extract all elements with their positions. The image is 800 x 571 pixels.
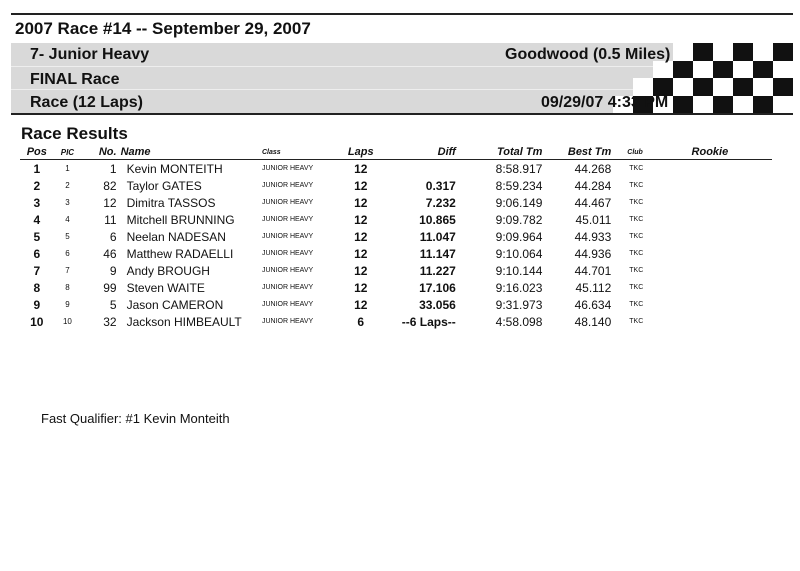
cell-total-time: 9:31.973 xyxy=(495,297,543,312)
cell-laps: 12 xyxy=(354,280,368,295)
cell-number: 9 xyxy=(109,263,117,278)
col-header-no: No. xyxy=(81,146,118,160)
cell-best-time: 44.701 xyxy=(574,263,612,278)
checker-square xyxy=(693,43,713,61)
cell-best-time: 46.634 xyxy=(574,297,612,312)
cell-number: 32 xyxy=(103,314,117,329)
checker-square xyxy=(733,78,753,96)
checker-square xyxy=(653,78,673,96)
table-row xyxy=(20,160,772,178)
cell-club: TKC xyxy=(629,199,644,206)
cell-pic: 3 xyxy=(65,198,70,207)
table-row xyxy=(20,194,772,211)
cell-laps: 12 xyxy=(354,229,368,244)
cell-driver-name: Taylor GATES xyxy=(126,178,202,193)
checker-square xyxy=(773,78,793,96)
cell-number: 1 xyxy=(109,161,117,176)
checker-square xyxy=(713,43,733,61)
cell-pic: 6 xyxy=(65,249,70,258)
cell-total-time: 9:10.064 xyxy=(495,246,543,261)
cell-diff: --6 Laps-- xyxy=(401,314,456,329)
cell-driver-name: Andy BROUGH xyxy=(126,263,210,278)
checker-square xyxy=(733,43,753,61)
cell-driver-name: Jason CAMERON xyxy=(126,297,224,312)
cell-pos: 3 xyxy=(33,195,41,210)
cell-club: TKC xyxy=(629,318,644,325)
cell-pic: 9 xyxy=(65,300,70,309)
cell-total-time: 9:06.149 xyxy=(495,195,543,210)
cell-pic: 5 xyxy=(65,232,70,241)
table-row xyxy=(20,262,772,279)
cell-total-time: 9:09.964 xyxy=(495,229,543,244)
cell-pos: 1 xyxy=(33,161,41,176)
cell-best-time: 45.112 xyxy=(575,280,612,295)
cell-pic: 10 xyxy=(62,317,72,326)
cell-diff: 7.232 xyxy=(425,195,456,210)
cell-class: JUNIOR HEAVY xyxy=(261,216,314,223)
cell-driver-name: Steven WAITE xyxy=(126,280,205,295)
cell-driver-name: Mitchell BRUNNING xyxy=(126,212,235,227)
col-header-club: Club xyxy=(613,146,689,160)
cell-rookie xyxy=(690,262,772,279)
cell-pos: 6 xyxy=(33,246,41,261)
report-title: 2007 Race #14 -- September 29, 2007 xyxy=(15,19,311,38)
cell-club: TKC xyxy=(629,267,644,274)
cell-pos: 4 xyxy=(33,212,41,227)
race-info-header xyxy=(11,43,793,115)
table-row xyxy=(20,245,772,262)
table-header-row xyxy=(20,146,772,160)
checker-square xyxy=(673,96,693,114)
cell-best-time: 45.011 xyxy=(575,212,612,227)
cell-pic: 1 xyxy=(65,164,70,173)
cell-laps: 12 xyxy=(354,212,368,227)
cell-pic: 4 xyxy=(65,215,70,224)
cell-rookie xyxy=(690,194,772,211)
checker-square xyxy=(753,96,773,114)
col-header-best-time: Best Tm xyxy=(544,146,613,160)
race-type: FINAL Race xyxy=(30,71,120,88)
checker-square xyxy=(753,78,773,96)
cell-laps: 12 xyxy=(354,263,368,278)
cell-best-time: 44.284 xyxy=(574,178,612,193)
col-header-total-time: Total Tm xyxy=(458,146,545,160)
cell-rookie xyxy=(690,279,772,296)
checker-square xyxy=(733,61,753,79)
cell-driver-name: Jackson HIMBEAULT xyxy=(126,314,242,329)
cell-laps: 12 xyxy=(354,195,368,210)
cell-number: 6 xyxy=(109,229,117,244)
cell-club: TKC xyxy=(629,216,644,223)
cell-pos: 10 xyxy=(30,314,44,329)
cell-pos: 8 xyxy=(33,280,41,295)
checker-square xyxy=(753,43,773,61)
table-row xyxy=(20,279,772,296)
cell-pos: 9 xyxy=(33,297,41,312)
cell-best-time: 44.936 xyxy=(574,246,612,261)
cell-total-time: 9:16.023 xyxy=(495,280,543,295)
cell-club: TKC xyxy=(629,301,644,308)
cell-diff: 11.227 xyxy=(419,263,456,278)
cell-number: 5 xyxy=(109,297,117,312)
cell-driver-name: Dimitra TASSOS xyxy=(126,195,216,210)
race-laps: Race (12 Laps) xyxy=(30,94,143,111)
col-header-pos: Pos xyxy=(20,146,54,160)
checker-square xyxy=(613,78,633,96)
cell-laps: 6 xyxy=(357,314,365,329)
cell-number: 46 xyxy=(103,246,117,261)
cell-diff: 0.317 xyxy=(425,178,456,193)
table-row xyxy=(20,177,772,194)
results-body xyxy=(20,160,772,331)
col-header-rookie: Rookie xyxy=(690,146,772,160)
cell-driver-name: Kevin MONTEITH xyxy=(126,161,223,176)
cell-diff xyxy=(384,160,457,178)
checker-square xyxy=(713,78,733,96)
cell-rookie xyxy=(690,313,772,330)
cell-class: JUNIOR HEAVY xyxy=(261,165,314,172)
table-row xyxy=(20,313,772,330)
cell-best-time: 48.140 xyxy=(574,314,612,329)
cell-rookie xyxy=(690,160,772,178)
cell-club: TKC xyxy=(629,182,644,189)
cell-diff: 17.106 xyxy=(419,280,456,295)
cell-rookie xyxy=(690,245,772,262)
cell-pic: 8 xyxy=(65,283,70,292)
cell-total-time: 8:58.917 xyxy=(495,161,543,176)
report-title-bar xyxy=(11,13,793,45)
cell-laps: 12 xyxy=(354,178,368,193)
track-name: Goodwood (0.5 Miles) xyxy=(505,46,671,63)
table-row xyxy=(20,296,772,313)
col-header-diff: Diff xyxy=(384,146,457,160)
cell-class: JUNIOR HEAVY xyxy=(261,182,314,189)
cell-rookie xyxy=(690,211,772,228)
cell-class: JUNIOR HEAVY xyxy=(261,301,314,308)
cell-diff: 11.147 xyxy=(419,246,456,261)
checker-square xyxy=(673,43,693,61)
cell-number: 12 xyxy=(103,195,117,210)
cell-club: TKC xyxy=(629,165,644,172)
checker-square xyxy=(713,61,733,79)
cell-diff: 33.056 xyxy=(419,297,456,312)
table-row xyxy=(20,211,772,228)
checker-square xyxy=(713,96,733,114)
cell-class: JUNIOR HEAVY xyxy=(261,199,314,206)
checker-square xyxy=(773,61,793,79)
cell-rookie xyxy=(690,296,772,313)
checker-square xyxy=(753,61,773,79)
cell-pos: 7 xyxy=(33,263,41,278)
col-header-pic: PIC xyxy=(54,146,82,160)
checker-square xyxy=(773,96,793,114)
cell-class: JUNIOR HEAVY xyxy=(261,318,314,325)
cell-club: TKC xyxy=(629,250,644,257)
cell-club: TKC xyxy=(629,284,644,291)
col-header-name: Name xyxy=(119,146,260,160)
cell-pic: 7 xyxy=(65,266,70,275)
table-row xyxy=(20,228,772,245)
cell-total-time: 4:58.098 xyxy=(495,314,543,329)
class-name: 7- Junior Heavy xyxy=(30,46,150,63)
col-header-class: Class xyxy=(260,146,337,160)
race-datetime: 09/29/07 4:33 PM xyxy=(541,94,669,111)
cell-total-time: 8:59.234 xyxy=(495,178,543,193)
checker-square xyxy=(733,96,753,114)
cell-driver-name: Matthew RADAELLI xyxy=(126,246,234,261)
col-header-laps: Laps xyxy=(337,146,384,160)
checker-square xyxy=(693,78,713,96)
cell-class: JUNIOR HEAVY xyxy=(261,233,314,240)
results-table xyxy=(20,146,772,330)
cell-driver-name: Neelan NADESAN xyxy=(126,229,226,244)
checker-square xyxy=(633,78,653,96)
checker-square xyxy=(673,61,693,79)
checker-square xyxy=(673,78,693,96)
section-title: Race Results xyxy=(21,124,128,143)
cell-number: 82 xyxy=(103,178,117,193)
cell-class: JUNIOR HEAVY xyxy=(261,267,314,274)
cell-class: JUNIOR HEAVY xyxy=(261,250,314,257)
checker-square xyxy=(773,43,793,61)
checker-square xyxy=(693,96,713,114)
cell-best-time: 44.268 xyxy=(574,161,612,176)
cell-best-time: 44.933 xyxy=(574,229,612,244)
cell-rookie xyxy=(690,228,772,245)
cell-laps: 12 xyxy=(354,297,368,312)
cell-number: 11 xyxy=(104,212,117,227)
cell-class: JUNIOR HEAVY xyxy=(261,284,314,291)
cell-pos: 2 xyxy=(33,178,41,193)
cell-laps: 12 xyxy=(354,161,368,176)
cell-pic: 2 xyxy=(65,181,70,190)
cell-best-time: 44.467 xyxy=(574,195,612,210)
cell-diff: 11.047 xyxy=(419,229,456,244)
cell-diff: 10.865 xyxy=(419,212,456,227)
cell-club: TKC xyxy=(629,233,644,240)
cell-laps: 12 xyxy=(354,246,368,261)
fast-qualifier-note: Fast Qualifier: #1 Kevin Monteith xyxy=(41,411,230,426)
cell-number: 99 xyxy=(103,280,117,295)
cell-total-time: 9:09.782 xyxy=(495,212,543,227)
cell-pos: 5 xyxy=(33,229,41,244)
cell-rookie xyxy=(690,177,772,194)
checker-square xyxy=(693,61,713,79)
cell-total-time: 9:10.144 xyxy=(495,263,543,278)
